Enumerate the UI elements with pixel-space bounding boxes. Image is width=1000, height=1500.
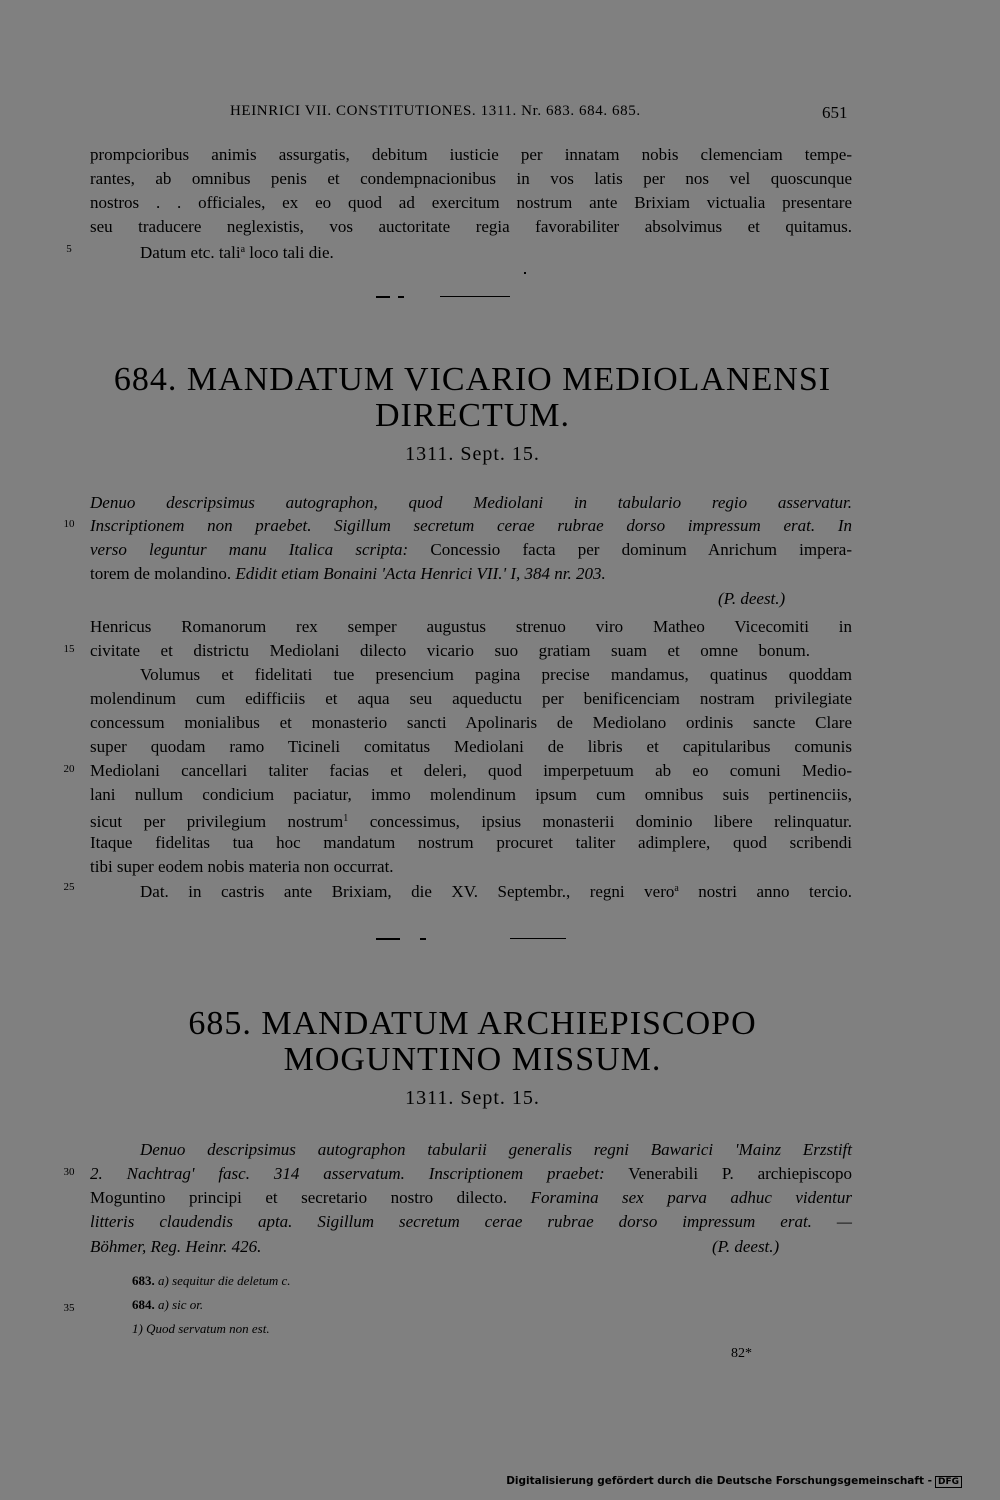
page-number: 651 — [822, 103, 848, 122]
text-line: nostros . . officiales, ex eo quod ad exercitum nostrum ante Brixiam victualia presentare — [90, 193, 852, 212]
intro-line: Inscriptionem non praebet. Sigillum secretum cerae rubrae dorso impressum erat. In — [90, 516, 852, 535]
text-line: molendinum cum edifficiis et aqua seu aqueductu per benificenciam nostram privilegiate — [90, 689, 852, 708]
dfg-logo: DFG — [935, 1476, 962, 1488]
text-line: civitate et districtu Mediolani dilecto vicario suo gratiam suam et omne bonum. — [90, 641, 810, 660]
text-line: Itaque fidelitas tua hoc mandatum nostrum procuret taliter adimplere, quod scribendi — [90, 833, 852, 852]
intro-line: Moguntino principi et secretario nostro dilecto. Foramina sex parva adhuc videntur — [90, 1188, 852, 1207]
line-number: 5 — [66, 243, 72, 255]
intro-line: 2. Nachtrag' fasc. 314 asservatum. Inscriptionem praebet: Venerabili P. archiepiscopo — [90, 1164, 853, 1183]
text-line: sicut per privilegium nostrum$^1$ concessimus, ipsius monasterii dominio libere relinquatur. — [90, 812, 852, 831]
separator-rule — [398, 296, 404, 298]
text-line: prompcioribus animis assurgatis, debitum iusticie per innatam nobis clemenciam tempe- — [90, 145, 852, 164]
intro-line: torem de molandino. Edidit etiam Bonaini 'Acta Henrici VII.' I, 384 nr. 203. — [90, 564, 606, 583]
text-line: seu traducere neglexistis, vos auctoritate regia favorabiliter absolvimus et quitamus. — [90, 217, 852, 236]
intro-line: Denuo descripsimus autographon tabularii generalis regni Bawarici 'Mainz Erzstift — [140, 1140, 852, 1159]
footer-credit: Digitalisierung gefördert durch die Deutsche Forschungsgemeinschaft - DFG — [506, 1475, 962, 1488]
text-line: rantes, ab omnibus penis et condempnacionibus in vos latis per nos vel quoscunque — [90, 169, 852, 188]
line-number: 20 — [63, 763, 75, 775]
text-line: concessum monialibus et monasterio sancti Apolinaris de Mediolano ordinis sancte Clare — [90, 713, 852, 732]
text-line: super quodam ramo Ticineli comitatus Mediolani de libris et capitularibus comunis — [90, 737, 852, 756]
document-title: 684. MANDATUM VICARIO MEDIOLANENSI — [113, 361, 832, 398]
intro-line: litteris claudendis apta. Sigillum secretum cerae rubrae dorso impressum erat. — — [90, 1212, 852, 1231]
separator-rule — [440, 296, 510, 297]
separator-rule — [376, 296, 390, 298]
document-title: MOGUNTINO MISSUM. — [283, 1041, 662, 1078]
text-line: Volumus et fidelitati tue presencium pagina precise mandamus, quatinus quoddam — [140, 665, 852, 684]
signature-mark: 82* — [731, 1346, 752, 1361]
document-title: DIRECTUM. — [374, 397, 571, 434]
text-line: lani nullum condicium paciatur, immo molendinum ipsum cum omnibus suis pertinenciis, — [90, 785, 852, 804]
datum-line: Datum etc. tali$^a$ loco tali die. — [140, 243, 334, 262]
line-number: 25 — [63, 881, 75, 893]
text-line: Mediolani cancellari taliter facias et deleri, quod imperpetuum ab eo comuni Medio- — [90, 761, 852, 780]
line-number: 10 — [63, 518, 75, 530]
document-date: 1311. Sept. 15. — [405, 443, 540, 465]
footnote: 1) Quod servatum non est. — [132, 1321, 270, 1336]
intro-line: verso leguntur manu Italica scripta: Concessio facta per dominum Anrichum impera- — [90, 540, 853, 559]
separator-rule — [510, 938, 566, 939]
document-date: 1311. Sept. 15. — [405, 1087, 540, 1109]
datum-line: Dat. in castris ante Brixiam, die XV. Septembr., regni vero$^a$ nostri anno tercio. — [140, 882, 852, 901]
intro-line: Denuo descripsimus autographon, quod Mediolani in tabulario regio asservatur. — [90, 493, 852, 512]
line-number: 35 — [63, 1302, 75, 1314]
text-line: tibi super eodem nobis materia non occurrat. — [90, 857, 394, 876]
line-number: 30 — [63, 1166, 75, 1178]
line-number: 15 — [63, 643, 75, 655]
footnote: 684. a) sic or. — [132, 1297, 204, 1312]
ornament — [524, 272, 526, 274]
document-title: 685. MANDATUM ARCHIEPISCOPO — [188, 1005, 757, 1042]
running-head: HEINRICI VII. CONSTITUTIONES. 1311. Nr. 683. 684. 685. — [230, 103, 641, 119]
separator-rule — [376, 938, 400, 940]
intro-line: Böhmer, Reg. Heinr. 426. — [90, 1237, 262, 1256]
footnote: 683. a) sequitur die deletum c. — [132, 1273, 291, 1288]
text-line: Henricus Romanorum rex semper augustus strenuo viro Matheo Vicecomiti in — [90, 617, 852, 636]
separator-rule — [420, 938, 426, 940]
intro-line: (P. deest.) — [712, 1237, 780, 1256]
intro-line: (P. deest.) — [718, 589, 786, 608]
